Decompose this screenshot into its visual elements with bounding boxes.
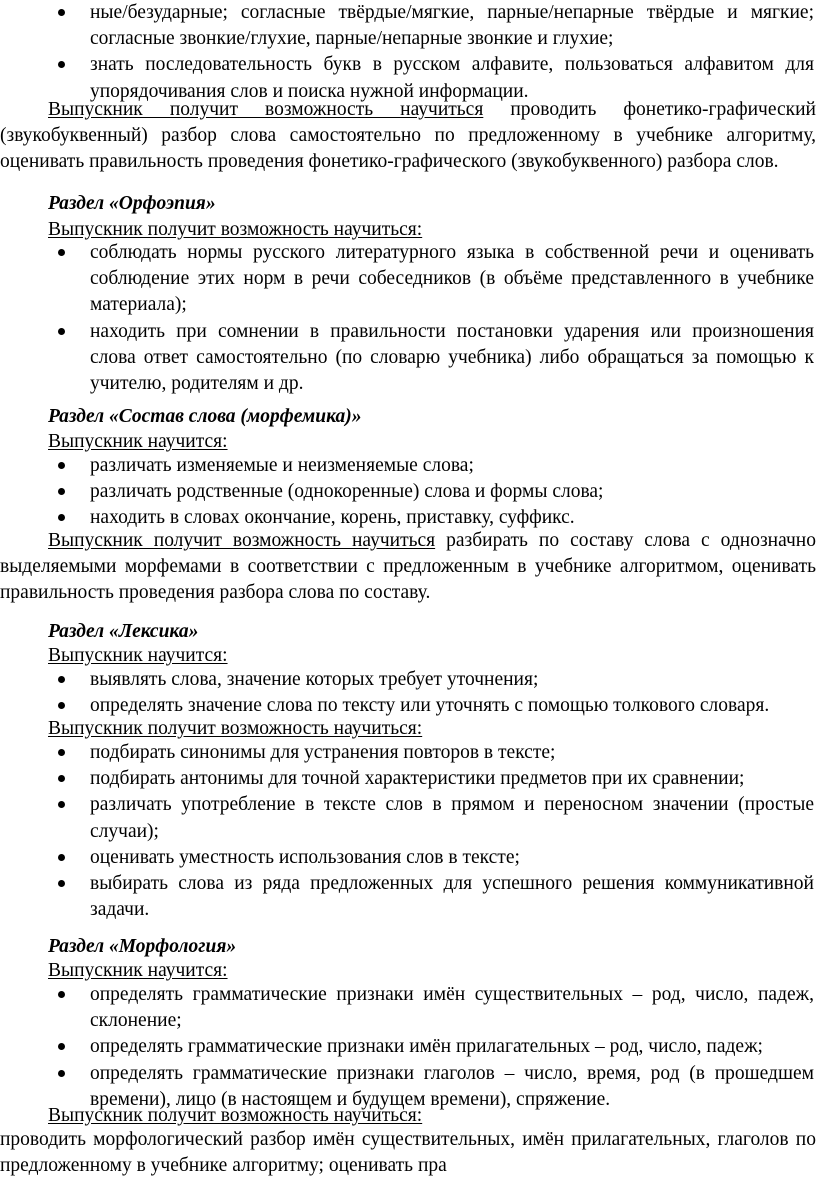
morphology-list <box>0 982 816 1113</box>
list-item: различать родственные (однокоренные) слова и формы слова; <box>0 479 816 505</box>
list-item: соблюдать нормы русского литературного языка в собственной речи и оценивать соблюдение этих норм в речи собеседников (в объёме представленного в учебнике материала); <box>0 240 816 319</box>
section-heading-lexicon: Раздел «Лексика» <box>48 621 199 642</box>
lexicon-list-2 <box>0 740 816 923</box>
bullet-icon <box>58 880 65 887</box>
morphemics-paragraph: Выпускник получит возможность научиться разбирать по составу слова с однозначно выделяемыми морфемами в соответствии с предложенным в учебнике алгоритмом, оценивать правильность проведения разбора слова по составу. <box>0 530 816 604</box>
section-heading-orthoepy: Раздел «Орфоэпия» <box>48 193 216 214</box>
subheading: Выпускник научится: <box>48 645 228 666</box>
list-item: выявлять слова, значение которых требует уточнения; <box>0 667 816 693</box>
bullet-icon <box>58 61 65 68</box>
bullet-icon <box>58 749 65 756</box>
bullet-icon <box>58 775 65 782</box>
section-heading-morphology: Раздел «Морфология» <box>48 936 237 957</box>
section-heading-morphemics: Раздел «Состав слова (морфемика)» <box>48 406 362 427</box>
list-item: различать изменяемые и неизменяемые слова; <box>0 453 816 479</box>
subheading: Выпускник получит возможность научиться: <box>48 219 423 240</box>
list-item: подбирать антонимы для точной характеристики предметов при их сравнении; <box>0 766 816 792</box>
lexicon-list-1 <box>0 667 816 719</box>
bullet-icon <box>58 676 65 683</box>
list-item: определять значение слова по тексту или уточнять с помощью толкового словаря. <box>0 693 816 719</box>
subheading: Выпускник научится: <box>48 960 228 981</box>
list-item: определять грамматические признаки имён прилагательных – род, число, падеж; <box>0 1034 816 1060</box>
list-item: ные/безударные; согласные твёрдые/мягкие, парные/непарные твёрдые и мягкие; согласные звонкие/глухие, парные/непарные звонкие и глухие; <box>0 0 816 52</box>
bullet-icon <box>58 991 65 998</box>
bullet-icon <box>58 1070 65 1077</box>
list-item: различать употребление в тексте слов в прямом и переносном значении (простые случаи); <box>0 792 816 844</box>
list-item: выбирать слова из ряда предложенных для успешного решения коммуникативной задачи. <box>0 871 816 923</box>
subheading: Выпускник получит возможность научиться: <box>48 1105 423 1126</box>
bullet-icon <box>58 462 65 469</box>
subheading: Выпускник получит возможность научиться: <box>48 718 423 739</box>
bullet-icon <box>58 1043 65 1050</box>
phonetics-paragraph: Выпускник получит возможность научиться проводить фонетико-графический (звукобуквенный) разбор слова самостоятельно по предложенному в учебнике алгоритму, оценивать правильность проведения фонетико-графического (звукобуквенного) разбора слов. <box>0 99 816 173</box>
list-item: знать последовательность букв в русском алфавите, пользоваться алфавитом для упорядочивания слов и поиска нужной информации. <box>0 52 816 104</box>
list-item: определять грамматические признаки глаголов – число, время, род (в прошедшем времени), лицо (в настоящем и будущем времени), спряжение. <box>0 1061 816 1113</box>
top-list <box>0 0 816 105</box>
bullet-icon <box>58 328 65 335</box>
list-item: оценивать уместность использования слов в тексте; <box>0 845 816 871</box>
list-item: определять грамматические признаки имён существительных – род, число, падеж, склонение; <box>0 982 816 1034</box>
bullet-icon <box>58 9 65 16</box>
list-item: подбирать синонимы для устранения повторов в тексте; <box>0 740 816 766</box>
bullet-icon <box>58 801 65 808</box>
bullet-icon <box>58 249 65 256</box>
subheading: Выпускник научится: <box>48 431 228 452</box>
morphemics-list <box>0 453 816 532</box>
morphology-tail-paragraph: проводить морфологический разбор имён существительных, имён прилагательных, глаголов по предложенному в учебнике алгоритму; оценивать пра <box>0 1129 816 1177</box>
bullet-icon <box>58 854 65 861</box>
list-item: находить при сомнении в правильности постановки ударения или произношения слова ответ самостоятельно (по словарю учебника) либо обращаться за помощью к учителю, родителям и др. <box>0 319 816 398</box>
orthoepy-list <box>0 240 816 397</box>
bullet-icon <box>58 488 65 495</box>
list-item: находить в словах окончание, корень, приставку, суффикс. <box>0 505 816 531</box>
bullet-icon <box>58 702 65 709</box>
bullet-icon <box>58 514 65 521</box>
